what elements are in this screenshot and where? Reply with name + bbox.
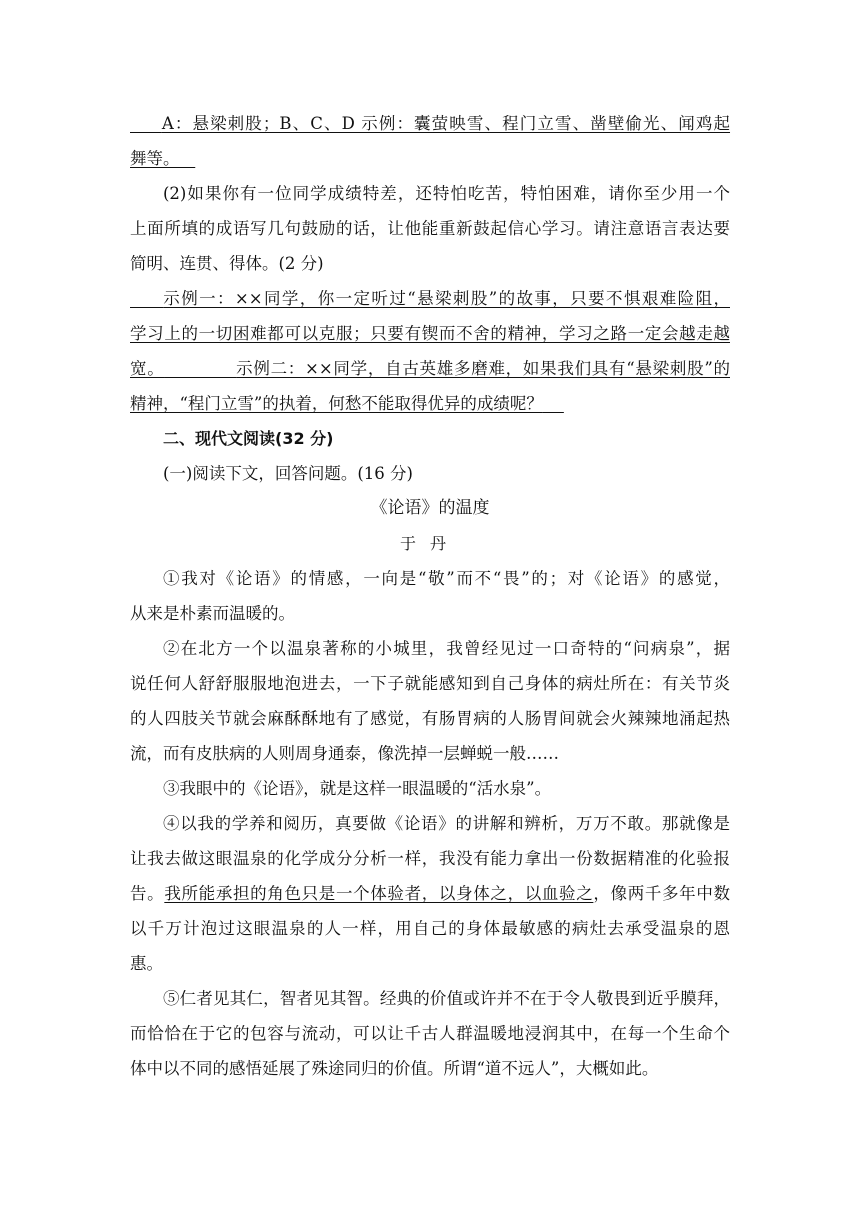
p4-line-3 xyxy=(130,876,730,911)
q1-answer-text-2 xyxy=(130,149,195,168)
section-heading xyxy=(130,421,730,456)
q2-line-3 xyxy=(130,246,730,281)
p3-line-1-text: ③我眼中的《论语》，就是这样一眼温暖的“活水泉”。 xyxy=(163,779,552,798)
q1-answer-line-1-text: A：悬梁刺股；B、C、D 示例：囊萤映雪、程门立雪、凿壁偷光、闻鸡起 xyxy=(161,114,731,133)
q1-answer-line-1 xyxy=(130,106,730,141)
p4-line-3b-text: ，像两千多年中数 xyxy=(593,884,731,903)
p4-underlined-sentence: 我所能承担的角色只是一个体验者，以身体之，以血验之 xyxy=(164,884,594,903)
section-part-1-text: (一)阅读下文，回答问题。(16 分) xyxy=(163,464,413,483)
q2-answer-text-1 xyxy=(130,289,730,308)
p2-line-3 xyxy=(130,701,730,736)
q2-line-1 xyxy=(130,176,730,211)
q2-answer-line-3b-text: 示例二：××同学，自古英雄多磨难，如果我们具有“悬梁刺股”的 xyxy=(236,359,730,378)
p1-line-2 xyxy=(130,596,730,631)
q2-line-1-text: (2)如果你有一位同学成绩特差，还特怕吃苦，特怕困难，请你至少用一个 xyxy=(163,184,730,203)
p3-line-1 xyxy=(130,771,730,806)
p2-line-1-text: ②在北方一个以温泉著称的小城里，我曾经见过一口奇特的“问病泉”，据 xyxy=(163,639,730,658)
q2-line-2-text: 上面所填的成语写几句鼓励的话，让他能重新鼓起信心学习。请注意语言表达要 xyxy=(130,219,730,238)
q2-line-3-text: 简明、连贯、得体。(2 分) xyxy=(130,254,324,273)
q2-line-2 xyxy=(130,211,730,246)
p4-line-1-text: ④以我的学养和阅历，真要做《论语》的讲解和辨析，万万不敢。那就像是 xyxy=(163,814,730,833)
p5-line-2-text: 而恰恰在于它的包容与流动，可以让千古人群温暖地浸润其中，在每一个生命个 xyxy=(130,1024,730,1043)
p4-line-4-text: 以千万计泡过这眼温泉的人一样，用自己的身体最敏感的病灶去承受温泉的恩 xyxy=(130,919,730,938)
p4-line-2-text: 让我去做这眼温泉的化学成分分析一样，我没有能力拿出一份数据精准的化验报 xyxy=(130,849,730,868)
p5-line-3-text: 体中以不同的感悟延展了殊途同归的价值。所谓“道不远人”，大概如此。 xyxy=(130,1059,659,1078)
p4-line-3a-text: 告。 xyxy=(130,884,165,903)
q2-answer-line-1 xyxy=(130,281,730,316)
p5-line-2 xyxy=(130,1016,730,1051)
section-part-1-instruction xyxy=(130,456,730,491)
p1-line-1 xyxy=(130,561,730,596)
q2-answer-line-1-text: 示例一：××同学，你一定听过“悬梁刺股”的故事，只要不惧艰难险阻， xyxy=(163,289,730,308)
p4-line-5-text: 惠。 xyxy=(130,954,163,973)
q2-answer-line-2 xyxy=(130,316,730,351)
p2-line-2-text: 说任何人舒舒服服地泡进去，一下子就能感知到自己身体的病灶所在：有关节炎 xyxy=(130,674,730,693)
p2-line-2 xyxy=(130,666,730,701)
p5-line-1 xyxy=(130,981,730,1016)
article-author xyxy=(130,526,730,561)
p1-line-1-text: ①我对《论语》的情感，一向是“敬”而不“畏”的；对《论语》的感觉， xyxy=(163,569,730,588)
q2-answer-line-4 xyxy=(130,386,730,421)
p4-line-5 xyxy=(130,946,730,981)
q2-answer-line-3 xyxy=(130,351,730,386)
q2-answer-line-3a-text: 宽。 xyxy=(130,359,165,378)
q2-answer-line-4-text: 精神，“程门立雪”的执着，何愁不能取得优异的成绩呢？ xyxy=(130,394,543,413)
article-author-text: 于丹 xyxy=(399,534,460,553)
article-title-text: 《论语》的温度 xyxy=(370,498,490,518)
p5-line-3 xyxy=(130,1051,730,1086)
p1-line-2-text: 从来是朴素而温暖的。 xyxy=(130,604,295,623)
q1-answer-line-2 xyxy=(130,141,730,176)
q1-answer-text xyxy=(130,114,730,133)
p4-line-2 xyxy=(130,841,730,876)
q2-answer-text-3 xyxy=(130,359,730,378)
p2-line-4-text: 流，而有皮肤病的人则周身通泰，像洗掉一层蝉蜕一般…… xyxy=(130,744,559,763)
article-title xyxy=(130,491,730,526)
document-page xyxy=(130,106,730,1086)
p4-line-1 xyxy=(130,806,730,841)
q2-answer-line-2-text: 学习上的一切困难都可以克服；只要有锲而不舍的精神，学习之路一定会越走越 xyxy=(130,324,730,343)
q1-answer-line-2-text: 舞等。 xyxy=(130,149,180,168)
p5-line-1-text: ⑤仁者见其仁，智者见其智。经典的价值或许并不在于令人敬畏到近乎膜拜， xyxy=(163,989,730,1008)
section-heading-text: 二、现代文阅读(32 分) xyxy=(163,429,334,448)
q2-answer-text-4 xyxy=(130,394,564,413)
p4-line-4 xyxy=(130,911,730,946)
p2-line-4 xyxy=(130,736,730,771)
p2-line-3-text: 的人四肢关节就会麻酥酥地有了感觉，有肠胃病的人肠胃间就会火辣辣地涌起热 xyxy=(130,709,730,728)
p2-line-1 xyxy=(130,631,730,666)
